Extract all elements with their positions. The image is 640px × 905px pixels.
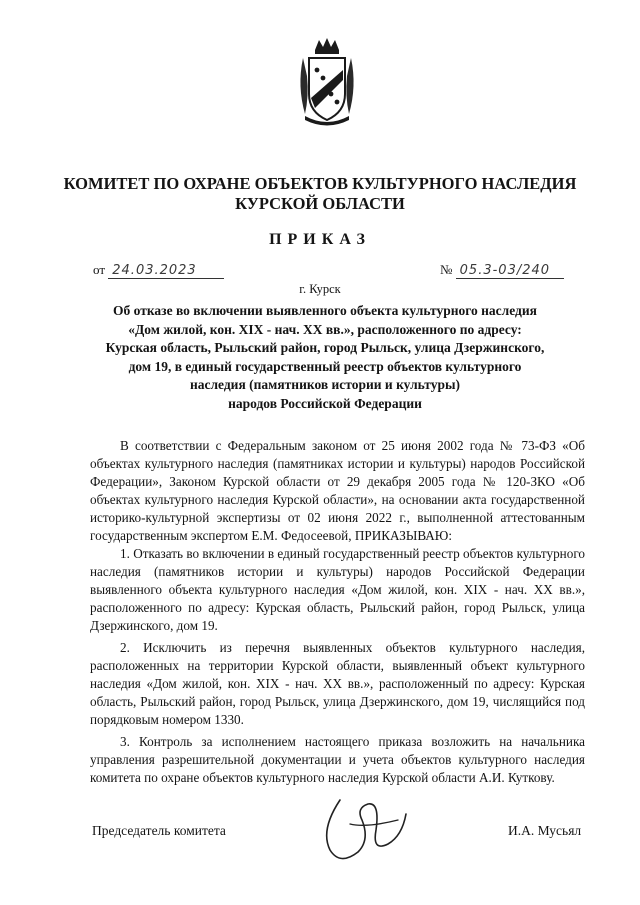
order-number [440,262,564,279]
preamble: В соответствии с Федеральным законом от 25 июня 2002 года № 73-ФЗ «Об объектах культурного наследия (памятниках истории и культуры) народов Российской Федерации», Законом Курской области от 29 декабря 2005 года № 120-ЗКО «Об объектах культурного наследия Курской области», на основании акта государственной историко-культурной экспертизы от 02 июня 2022 г., выполненной аттестованным государственным экспертом Е.М. Федосеевой, ПРИКАЗЫВАЮ: [90,438,585,543]
document-type: ПРИКАЗ [269,231,371,248]
handwritten-signature [310,790,420,870]
signatory-title: Председатель комитета [92,823,226,838]
order-item-1: 1. Отказать во включении в единый государственный реестр объектов культурного наследия (памятников истории и культуры) народов Российской Федерации выявленного объекта культурного наследия «Дом жилой, кон. XIX - нач. XX вв.», расположенного по адресу: Курская область, Рыльский район, город Рыльск, улица Дзержинского, дом 19. [90,546,586,633]
order-item-2: 2. Исключить из перечня выявленных объектов культурного наследия, расположенных на территории Курской области, выявленный объект культурного наследия «Дом жилой, кон. XIX - нач. XX вв.», расположенный по адресу: Курская область, Рыльский район, город Рыльск, улица Дзержинского, дом 19, числящийся под порядковым номером 1330. [90,640,585,727]
signatory-name: И.А. Мусьял [508,823,582,838]
subject-line: народов Российской Федерации [228,395,422,411]
organization-name [60,174,580,214]
subject-line: наследия (памятников истории и культуры) [189,377,461,392]
org-line-1: КОМИТЕТ ПО ОХРАНЕ ОБЪЕКТОВ КУЛЬТУРНОГО НАСЛЕДИЯ [63,174,577,193]
org-line-2: КУРСКОЙ ОБЛАСТИ [235,194,405,213]
order-subject [80,302,570,413]
city: г. Курск [299,282,341,296]
number-prefix: № [440,262,453,277]
number-value: 05.3-03/240 [456,263,564,279]
date-value: 24.03.2023 [108,263,224,279]
date-prefix: от [93,262,106,277]
coat-of-arms-icon [295,36,359,126]
subject-line: «Дом жилой, кон. XIX - нач. XX вв.», расположенного по адресу: [128,321,522,337]
order-item-3: 3. Контроль за исполнением настоящего приказа возложить на начальника управления разрешительной документации и учета объектов культурного наследия комитета по охране объектов культурного наследия Курской области А.И. Куткову. [90,734,585,785]
subject-line: Курская область, Рыльский район, город Рыльск, улица Дзержинского, [105,340,545,355]
subject-line: Об отказе во включении выявленного объекта культурного наследия [113,303,537,318]
subject-line: дом 19, в единый государственный реестр объектов культурного [128,358,522,374]
order-body [90,437,585,787]
order-date [93,262,224,279]
